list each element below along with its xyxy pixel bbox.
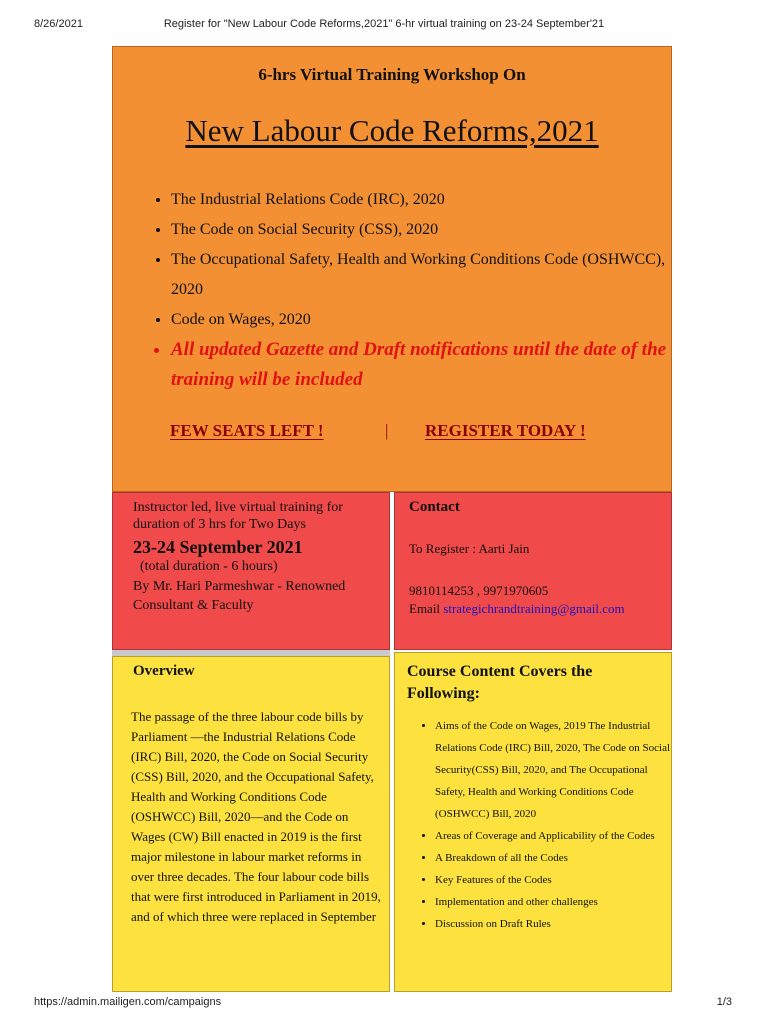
- contact-section: [394, 492, 672, 650]
- page-number: 1/3: [716, 996, 732, 1008]
- gazette-highlight: • All updated Gazette and Draft notifications until the date of the training will be included: [171, 335, 671, 395]
- hero-subtitle: 6-hrs Virtual Training Workshop On: [258, 65, 526, 84]
- page-url: https://admin.mailigen.com/campaigns: [34, 996, 222, 1008]
- training-dates: 23-24 September 2021: [133, 537, 303, 557]
- list-item: • Code on Wages, 2020: [171, 305, 671, 335]
- print-header: [0, 0, 768, 34]
- training-details: [112, 492, 390, 650]
- contact-person: To Register : Aarti Jain: [409, 541, 530, 556]
- flyer: [112, 46, 672, 992]
- overview-section: [112, 656, 390, 992]
- overview-title: Overview: [133, 663, 195, 679]
- contact-title: Contact: [409, 499, 460, 515]
- list-item: • Discussion on Draft Rules: [435, 913, 671, 935]
- overview-text: The passage of the three labour code bills by Parliament —the Industrial Relations Code (IRC) Bill, 2020, the Code on Social Security (CSS) Bill, 2020, and the Occupational Safety, Health and Working Conditions Code (OSHWCC) Bill, 2020—and the Code on Wages (CW) Bill enacted in 2019 is the first major milestone in labour market reforms in over three decades. The four labour code bills that were first introduced in Parliament in 2019, and of which three were replaced in September: [131, 709, 381, 924]
- contact-phones: 9810114253 , 9971970605: [409, 583, 549, 598]
- print-footer: [0, 992, 768, 1016]
- few-seats-link[interactable]: FEW SEATS LEFT !: [170, 421, 324, 440]
- training-duration: (total duration - 6 hours): [140, 559, 278, 574]
- hero-section: [112, 46, 672, 492]
- list-item: • The Code on Social Security (CSS), 2020: [171, 215, 671, 245]
- contact-email: [409, 601, 625, 617]
- list-item: • Implementation and other challenges: [435, 891, 671, 913]
- list-item: • A Breakdown of all the Codes: [435, 847, 671, 869]
- trainer-info: By Mr. Hari Parmeshwar - Renowned Consultant & Faculty: [133, 579, 346, 613]
- register-today-link[interactable]: REGISTER TODAY !: [425, 421, 586, 440]
- code-list: [151, 185, 671, 395]
- email-label: Email: [409, 601, 444, 616]
- list-item: • Aims of the Code on Wages, 2019 The Industrial Relations Code (IRC) Bill, 2020, The Code on Social Security(CSS) Bill, 2020, and The Occupational Safety, Health and Working Conditions Code (OSHWCC) Bill, 2020: [435, 715, 671, 825]
- cta-separator: |: [385, 421, 389, 440]
- list-item: • Areas of Coverage and Applicability of the Codes: [435, 825, 671, 847]
- list-item: • The Occupational Safety, Health and Working Conditions Code (OSHWCC), 2020: [171, 245, 671, 305]
- list-item: • Key Features of the Codes: [435, 869, 671, 891]
- course-list: [419, 715, 671, 935]
- list-item: • The Industrial Relations Code (IRC), 2020: [171, 185, 671, 215]
- hero-title: New Labour Code Reforms,2021: [185, 113, 599, 148]
- training-format: Instructor led, live virtual training for duration of 3 hrs for Two Days: [133, 500, 343, 532]
- email-link[interactable]: strategichrandtraining@gmail.com: [443, 601, 625, 616]
- print-title: Register for "New Labour Code Reforms,2021" 6-hr virtual training on 23-24 September'21: [163, 18, 605, 30]
- course-content-section: [394, 652, 672, 992]
- course-content-title: Course Content Covers the Following:: [407, 663, 593, 702]
- print-date: 8/26/2021: [34, 18, 83, 30]
